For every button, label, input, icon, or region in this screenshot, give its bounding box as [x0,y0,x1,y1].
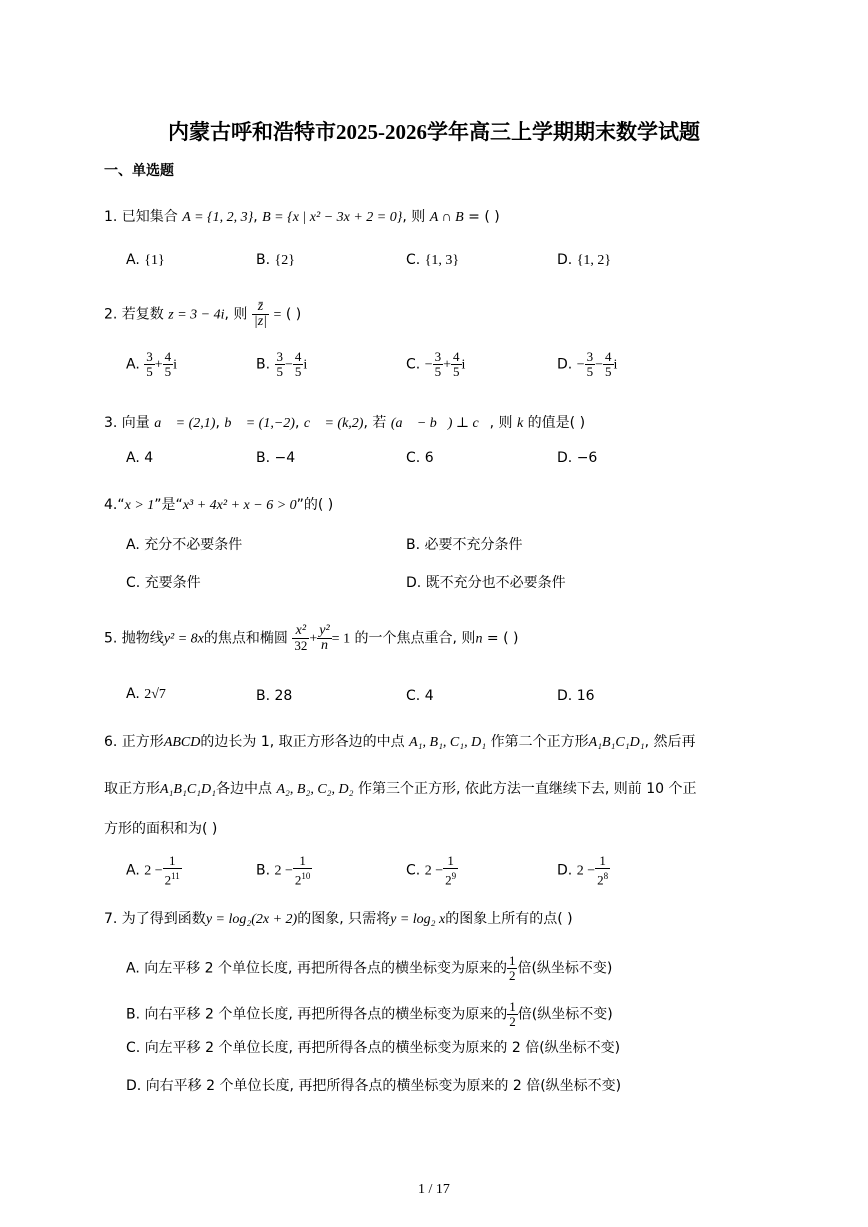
q1-sep: , [253,209,258,225]
q6-option-d: D. 2 − $\frac{1}{2^8}$ [557,853,609,888]
q4-option-c: C. 充要条件 [126,575,201,591]
q2-option-b: B. $\frac{3}{5}$ − $\frac{4}{5}$ i [256,349,308,379]
q3-option-b: B. −4 [256,450,296,466]
q3-vector-a: a⃗ = (2,1) [154,416,216,431]
question-6-line3: 方形的面积和为( ) [104,821,218,837]
section-heading: 一、单选题 [104,163,174,179]
q4-cond2: x³ + 4x² + x − 6 > 0 [182,498,297,513]
question-6-line2: 取正方形A₁B₁C₁D₁各边中点 A₂, B₂, C₂, D₂ 作第三个正方形, 依此方法一直继续下去, 则前 10 个正 [104,781,697,797]
q5-frac-y: $\frac{\text{y²}}{n}$ [319,623,330,653]
q6-option-b: B. 2 − $\frac{1}{2^{10}}$ [256,853,311,888]
q2-z: z = 3 − 4i [168,307,225,323]
q3-k: k [517,416,524,431]
q2-option-a: A. $\frac{3}{5}$ + $\frac{4}{5}$ i [126,349,178,379]
q1-option-d: D. {1, 2} [557,252,612,268]
q2-eq: = [273,307,282,323]
q5-option-c: C. 4 [406,688,434,704]
q1-option-b: B. {2} [256,252,295,268]
q3-cond-pre: , 若 [363,415,387,431]
q2-option-c: C. − $\frac{3}{5}$ + $\frac{4}{5}$ i [406,349,466,379]
q7-option-b: B. 向右平移 2 个单位长度, 再把所得各点的横坐标变为原来的 $\frac{1}{2}$ 倍(纵坐标不变) [126,999,613,1029]
q6-option-c: C. 2 − $\frac{1}{2^9}$ [406,853,457,888]
question-4: 4.“x > 1”是“x³ + 4x² + x − 6 > 0”的( ) [104,497,334,513]
q4-option-d: D. 既不充分也不必要条件 [406,575,566,591]
q6-option-a: A. 2 − $\frac{1}{2^{11}}$ [126,853,180,888]
q2-fraction: $\frac{z̄}{|z|}$ [253,299,268,329]
q3-end: 的值是( ) [527,415,586,431]
q3-option-a: A. 4 [126,450,154,466]
q3-prefix: 3. 向量 [104,415,150,431]
q4-option-b: B. 必要不充分条件 [406,537,523,553]
q1-prefix: 1. 已知集合 [104,209,178,225]
question-2 [104,300,301,329]
q1-set-a: A = {1, 2, 3} [182,210,254,225]
q2-end: ( ) [285,306,302,323]
q1-expr: A ∩ B [429,210,464,225]
q7-option-a: A. 向左平移 2 个单位长度, 再把所得各点的横坐标变为原来的 $\frac{1}{2}$ 倍(纵坐标不变) [126,953,613,983]
question-6-line1: 6. 正方形ABCD的边长为 1, 取正方形各边的中点 A₁, B₁, C₁, D₁ 作第二个正方形A₁B₁C₁D₁, 然后再 [104,734,696,750]
q1-end: = ( ) [468,209,500,225]
q3-vector-c: c⃗ = (k,2) [303,416,364,431]
q3-tail: , 则 [489,415,513,431]
q7-function-2: y = log₂ x [390,912,446,927]
question-3: 3. 向量 a⃗ = (2,1), b⃗ = (1,−2), c⃗ = (k,2), 若 (a⃗ − b⃗) ⊥ c⃗, 则 k 的值是( ) [104,415,586,431]
q3-vector-b: b⃗ = (1,−2) [224,416,295,431]
q5-option-a: A. 2√7 [126,686,166,702]
q7-option-c: C. 向左平移 2 个单位长度, 再把所得各点的横坐标变为原来的 2 倍(纵坐标不变) [126,1040,621,1056]
question-7: 7. 为了得到函数y = log₂(2x + 2)的图象, 只需将y = log₂ x的图象上所有的点( ) [104,911,573,927]
q7-function-1: y = log₂(2x + 2) [205,912,298,927]
q5-option-d: D. 16 [557,688,595,704]
q3-condition: (a⃗ − b⃗) ⊥ c⃗ [390,416,490,431]
q2-tail: , 则 [224,306,248,323]
q4-option-a: A. 充分不必要条件 [126,537,243,553]
q5-parabola: y² = 8x [163,631,204,647]
page-title: 内蒙古呼和浩特市2025-2026学年高三上学期期末数学试题 [168,120,700,144]
q1-tail: , 则 [402,209,426,225]
question-5: 5. 抛物线y² = 8x的焦点和椭圆 $\frac{\text{x²}}{32}$ + $\frac{\text{y²}}{n}$ = 1 的一个焦点重合, 则n = ( ) [104,623,519,653]
q1-option-c: C. {1, 3} [406,252,460,268]
q2-prefix: 2. 若复数 [104,306,164,323]
q3-option-c: C. 6 [406,450,434,466]
q5-frac-x: $\frac{\text{x²}}{32}$ [294,623,308,653]
q1-set-b: B = {x | x² − 3x + 2 = 0} [262,210,403,225]
q5-option-b: B. 28 [256,688,293,704]
q1-option-a: A. {1} [126,252,165,268]
page-number: 1 / 17 [418,1182,450,1197]
q4-cond1: x > 1 [124,498,155,513]
q3-option-d: D. −6 [557,450,598,466]
q2-option-d: D. − $\frac{3}{5}$ − $\frac{4}{5}$ i [557,349,618,379]
q7-option-d: D. 向右平移 2 个单位长度, 再把所得各点的横坐标变为原来的 2 倍(纵坐标不变) [126,1078,622,1094]
question-1 [104,206,500,226]
